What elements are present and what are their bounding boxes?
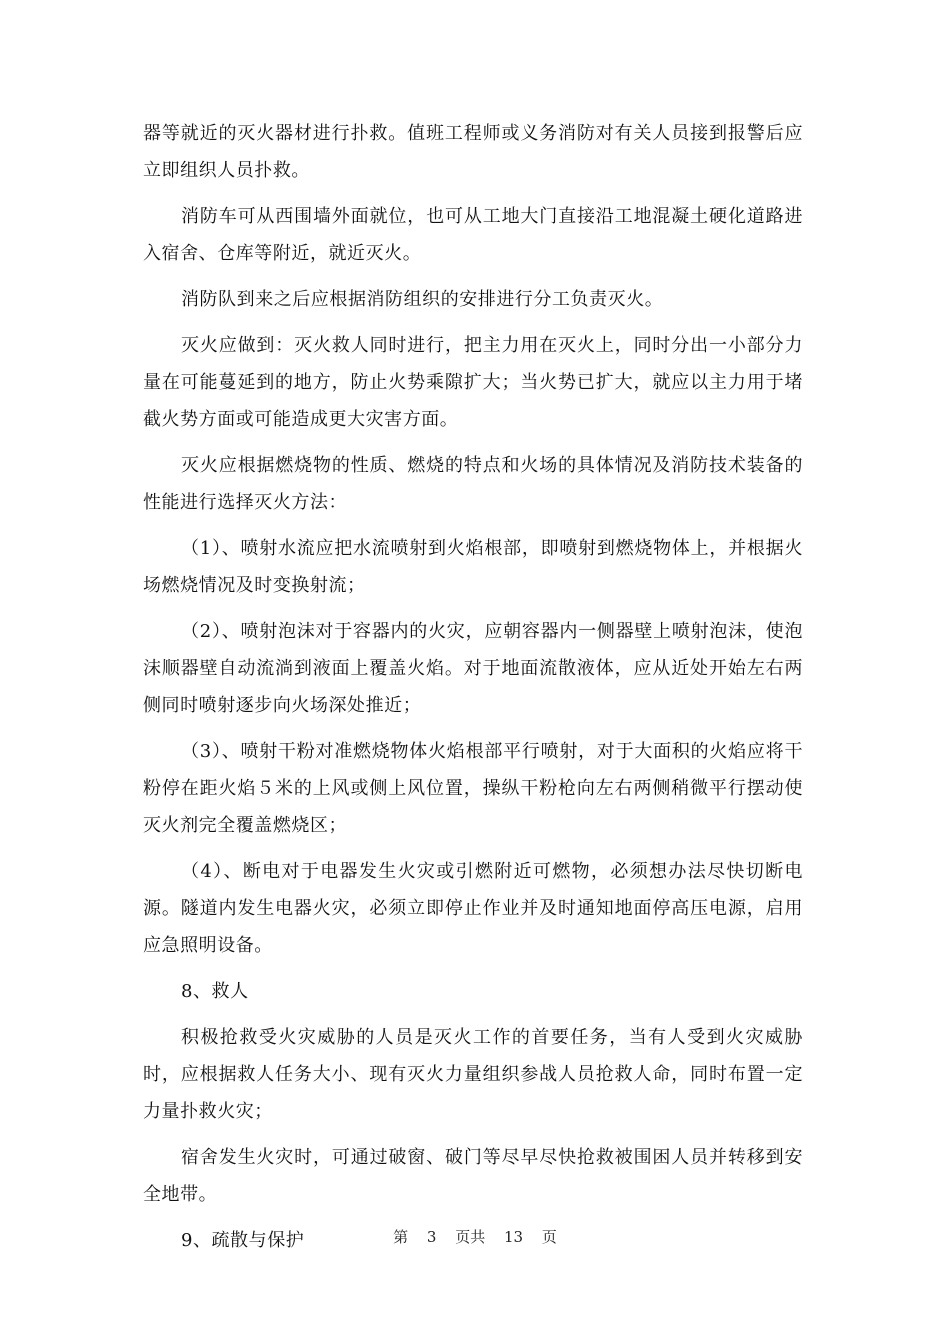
section-heading-rescue: 8、救人 bbox=[181, 981, 249, 1002]
paragraph-item-foam: （2）、喷射泡沫对于容器内的火灾，应朝容器内一侧器壁上喷射泡沫，使泡沫顺器壁自动流淌到液面上覆盖火焰。对于地面流散液体，应从近处开始左右两侧同时喷射逐步向火场深处推近； bbox=[143, 621, 803, 716]
paragraph-dormitory-rescue: 宿舍发生火灾时，可通过破窗、破门等尽早尽快抢救被围困人员并转移到安全地带。 bbox=[143, 1147, 803, 1205]
paragraph-item-power-cut: （4）、断电对于电器发生火灾或引燃附近可燃物，必须想办法尽快切断电源。隧道内发生电器火灾，必须立即停止作业并及时通知地面停高压电源，启用应急照明设备。 bbox=[143, 861, 803, 956]
paragraph-item-dry-powder: （3）、喷射干粉对准燃烧物体火焰根部平行喷射，对于大面积的火焰应将干粉停在距火焰５米的上风或侧上风位置，操纵干粉枪向左右两侧稍微平行摆动使灭火剂完全覆盖燃烧区； bbox=[143, 741, 803, 836]
document-body bbox=[143, 115, 803, 1268]
section-heading-evacuation: 9、疏散与保护 bbox=[181, 1230, 305, 1251]
paragraph-firefighting-principle: 灭火应做到：灭火救人同时进行，把主力用在灭火上，同时分出一小部分力量在可能蔓延到的地方，防止火势乘隙扩大；当火势已扩大，就应以主力用于堵截火势方面或可能造成更大灾害方面。 bbox=[143, 335, 803, 430]
paragraph-firefighting-method: 灭火应根据燃烧物的性质、燃烧的特点和火场的具体情况及消防技术装备的性能进行选择灭火方法： bbox=[143, 455, 803, 513]
page-number-footer: 第 3 页共 13 页 bbox=[393, 1228, 557, 1246]
paragraph-fire-truck: 消防车可从西围墙外面就位，也可从工地大门直接沿工地混凝土硬化道路进入宿舍、仓库等附近，就近灭火。 bbox=[143, 206, 803, 264]
paragraph-item-water: （1）、喷射水流应把水流喷射到火焰根部，即喷射到燃烧物体上，并根据火场燃烧情况及时变换射流； bbox=[143, 538, 803, 596]
paragraph-continuation: 器等就近的灭火器材进行扑救。值班工程师或义务消防对有关人员接到报警后应立即组织人员扑救。 bbox=[143, 123, 803, 181]
paragraph-rescue-priority: 积极抢救受火灾威胁的人员是灭火工作的首要任务，当有人受到火灾威胁时，应根据救人任务大小、现有灭火力量组织参战人员抢救人命，同时布置一定力量扑救火灾； bbox=[143, 1027, 803, 1122]
paragraph-fire-brigade: 消防队到来之后应根据消防组织的安排进行分工负责灭火。 bbox=[181, 289, 664, 310]
